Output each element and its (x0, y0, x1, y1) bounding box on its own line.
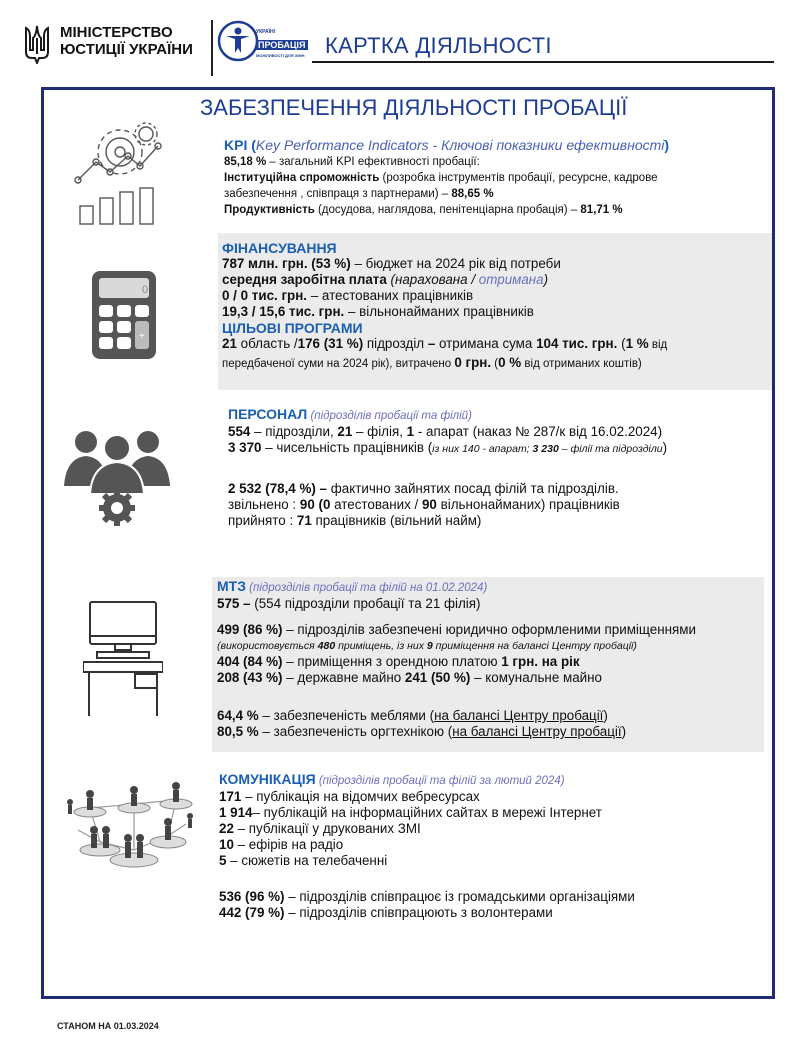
kpi-heading-c: ) (664, 137, 670, 153)
programs-t6: ( (491, 358, 499, 370)
personnel-heading: ПЕРСОНАЛ (228, 406, 308, 422)
probation-logo-line-3: МОЖЛИВОСТІ ДЛЯ ЗМІН (256, 53, 305, 58)
personnel-t5: ) (662, 440, 668, 455)
programs-heading: ЦІЛЬОВІ ПРОГРАМИ (222, 320, 363, 336)
personnel-t1: – підрозділи, (250, 424, 338, 439)
communication-item (219, 837, 635, 853)
kpi-gears-icon (70, 122, 170, 230)
kpi-heading-a: KPI ( (224, 137, 256, 153)
kpi-heading (224, 137, 669, 154)
communication-item-value: 10 (219, 837, 234, 852)
communication-item-text: – публікації у друкованих ЗМІ (233, 821, 421, 836)
footer-label: СТАНОМ НА (57, 1021, 114, 1031)
communication-vol-text: – підрозділів співпрацюють з волонтерами (284, 905, 553, 920)
mtz-used-line (217, 638, 696, 654)
mtz-total-text: (554 підрозділи пробації та 21 філія) (250, 596, 481, 611)
programs-line-2 (222, 353, 667, 374)
personnel-section (228, 406, 667, 529)
mtz-used-num: 480 (317, 640, 336, 652)
kpi-prod-text: (досудова, наглядова, пенітенціарна пробація) – (314, 204, 578, 216)
mtz-state-text: – державне майно (282, 670, 405, 685)
ministry-line-2: ЮСТИЦІЇ УКРАЇНИ (60, 41, 193, 58)
probation-logo-line-1: УКРАЇНІ (256, 29, 276, 35)
kpi-inst-text: (розробка інструментів пробації, ресурсне, кадрове (379, 172, 658, 184)
footer-date-value: 01.03.2024 (113, 1021, 159, 1031)
programs-spent: 0 грн. (454, 355, 492, 370)
mtz-spacer-1 (217, 612, 696, 622)
communication-heading-line (219, 771, 635, 789)
communication-ngo-line (219, 889, 635, 905)
mtz-furniture-text: – забезпеченість меблями ( (258, 708, 435, 723)
mtz-state-line (217, 670, 696, 686)
communication-item (219, 789, 635, 805)
personnel-filled-line (228, 481, 667, 497)
kpi-inst-line (224, 170, 669, 186)
ministry-line-1: МІНІСТЕРСТВО (60, 24, 173, 41)
programs-t2: підрозділ (363, 336, 428, 351)
communication-item-value: 1 914 (219, 805, 253, 820)
mtz-heading-note: (підрозділів пробації та філій на 01.02.2024) (245, 582, 488, 594)
mtz-legal-value: 499 (86 %) (217, 622, 283, 637)
kpi-heading-b: Key Performance Indicators - Ключові показники ефективності (255, 137, 665, 153)
communication-item (219, 853, 635, 869)
svg-text:+: + (139, 331, 145, 342)
communication-item-text: – публікацій на інформаційних сайтах в мережі Інтернет (252, 805, 602, 820)
personnel-filled-text: фактично зайнятих посад філій та підрозділів. (327, 481, 619, 496)
mtz-legal-line (217, 622, 696, 638)
communication-ngo-value: 536 (96 %) (219, 889, 285, 904)
communication-heading-note: (підрозділів пробації та філій за лютий 2024) (315, 775, 565, 787)
programs-line-1 (222, 336, 667, 353)
mtz-rent-line (217, 654, 696, 670)
mtz-tech-line (217, 724, 696, 740)
personnel-staff: 3 370 (228, 440, 262, 455)
programs-t5: від (648, 339, 668, 351)
mtz-state-value: 208 (43 %) (217, 670, 283, 685)
programs-sum: 104 тис. грн. (536, 336, 618, 351)
svg-text:0: 0 (142, 284, 149, 296)
programs-t1: область / (236, 336, 298, 351)
programs-spent-pct: 0 % (498, 355, 522, 370)
personnel-heading-line (228, 406, 667, 424)
ministry-name (60, 24, 193, 58)
personnel-t4: – чисельність працівників ( (261, 440, 433, 455)
kpi-total-text: – загальний KPI ефективності пробації: (266, 156, 480, 168)
programs-pct: 1 % (625, 336, 649, 351)
finance-hired-value: 19,3 / 15,6 тис. грн. (222, 304, 345, 319)
kpi-total-line (224, 154, 669, 170)
communication-item-value: 5 (219, 853, 227, 868)
kpi-inst-line-2 (224, 186, 669, 202)
main-title: ЗАБЕЗПЕЧЕННЯ ДІЯЛЬНОСТІ ПРОБАЦІЇ (200, 95, 628, 120)
personnel-dismissed-total: 90 (0 (299, 497, 331, 512)
programs-t7: від отриманих коштів) (521, 358, 642, 370)
mtz-used-a: (використовується (217, 640, 318, 652)
probation-logo-text (256, 29, 314, 58)
card-title: КАРТКА ДІЯЛЬНОСТІ (325, 33, 552, 58)
personnel-t2: – філія, (352, 424, 407, 439)
finance-salary-accrued: (нарахована / (386, 272, 479, 287)
personnel-note-b: 3 230 (532, 443, 559, 455)
programs-units: 176 (31 %) (297, 336, 364, 351)
finance-section (222, 240, 667, 374)
kpi-inst-label: Інституційна спроможність (224, 172, 380, 184)
kpi-prod-value: 81,71 % (580, 204, 623, 216)
mtz-furniture-close: ) (603, 708, 608, 723)
finance-salary-received: отримана (478, 272, 544, 287)
footer-date (57, 1021, 159, 1031)
personnel-heading-note: (підрозділів пробації та філій) (307, 410, 472, 422)
mtz-furniture-value: 64,4 % (217, 708, 259, 723)
communication-item-value: 171 (219, 789, 242, 804)
programs-dash: – (427, 336, 436, 351)
personnel-filled: 2 532 (78,4 %) – (228, 481, 328, 496)
finance-hired-line (222, 304, 667, 320)
mtz-used-num2: 9 (426, 640, 433, 652)
communication-item-text: – публікація на відомчих вебресурсах (241, 789, 480, 804)
mtz-spacer-2 (217, 686, 696, 708)
finance-salary-close: ) (543, 272, 549, 287)
mtz-communal-value: 241 (50 %) (404, 670, 471, 685)
personnel-apparatus: 1 (406, 424, 415, 439)
kpi-section (224, 137, 669, 218)
personnel-dismissed-line (228, 497, 667, 513)
personnel-hired-total: 71 (296, 513, 312, 528)
personnel-spacer (228, 457, 667, 481)
mtz-tech-text: – забезпеченість оргтехнікою ( (258, 724, 453, 739)
personnel-dismissed-hired: 90 (421, 497, 437, 512)
programs-t3: отримана сума (435, 336, 537, 351)
mtz-total: 575 – (217, 596, 251, 611)
communication-vol-line (219, 905, 635, 921)
mtz-tech-link: на балансі Центру пробації (452, 724, 622, 739)
mtz-total-line (217, 596, 696, 612)
personnel-note-c: – філії та підрозділи (558, 443, 663, 455)
communication-item-text: – ефірів на радіо (233, 837, 344, 852)
kpi-prod-line (224, 202, 669, 218)
kpi-total-value: 85,18 % (224, 156, 267, 168)
personnel-branches: 21 (337, 424, 353, 439)
mtz-heading: МТЗ (217, 578, 246, 594)
kpi-prod-label: Продуктивність (224, 204, 315, 216)
kpi-inst-value: 88,65 % (451, 188, 494, 200)
personnel-hired-a: прийнято : (228, 513, 297, 528)
communication-section (219, 771, 635, 921)
personnel-dismissed-c: вільнонайманих) працівників (436, 497, 620, 512)
mtz-furniture-line (217, 708, 696, 724)
communication-ngo-text: – підрозділів співпрацює із громадськими організаціями (284, 889, 635, 904)
mtz-tech-value: 80,5 % (217, 724, 259, 739)
calculator-icon (92, 271, 156, 359)
communication-vol-value: 442 (79 %) (219, 905, 285, 920)
programs-regions: 21 (222, 336, 237, 351)
mtz-tech-close: ) (621, 724, 627, 739)
programs-t4: ( (617, 336, 626, 351)
header-divider (211, 20, 213, 76)
personnel-units-line (228, 424, 667, 440)
mtz-section (217, 578, 696, 740)
header-rule (312, 61, 774, 63)
finance-certified-value: 0 / 0 тис. грн. (222, 288, 308, 303)
finance-certified-text: – атестованих працівників (307, 288, 474, 303)
finance-budget-line (222, 256, 667, 272)
personnel-note-a: із них 140 - апарат; (432, 443, 533, 455)
personnel-staff-line (228, 440, 667, 457)
finance-salary-line (222, 272, 667, 288)
mtz-used-b: приміщень, із них (335, 640, 427, 652)
mtz-rent-price: 1 грн. на рік (501, 654, 580, 669)
trident-emblem (24, 24, 50, 64)
communication-item (219, 821, 635, 837)
finance-certified-line (222, 288, 667, 304)
communication-item-value: 22 (219, 821, 234, 836)
mtz-rent-value: 404 (84 %) (217, 654, 283, 669)
communication-item (219, 805, 635, 821)
communication-item-text: – сюжетів на телебаченні (226, 853, 388, 868)
personnel-hired-line (228, 513, 667, 529)
finance-budget-value: 787 млн. грн. (53 %) (222, 256, 351, 271)
personnel-dismissed-b: атестованих / (330, 497, 422, 512)
kpi-inst-text-2: забезпечення , співпраця з партнерами) – (224, 188, 449, 200)
probation-logo-icon (216, 19, 312, 63)
probation-logo-line-2: ПРОБАЦІЯ (258, 40, 306, 50)
personnel-dismissed-a: звільнено : (228, 497, 300, 512)
communication-spacer (219, 869, 635, 889)
mtz-used-c: приміщення на балансі Центру пробації) (432, 640, 637, 652)
people-gear-icon (62, 424, 172, 528)
communication-heading: КОМУНІКАЦІЯ (219, 771, 316, 787)
computer-desk-icon (83, 600, 163, 718)
network-people-icon (60, 780, 200, 880)
finance-budget-text: – бюджет на 2024 рік від потреби (350, 256, 561, 271)
mtz-heading-line (217, 578, 696, 596)
mtz-communal-text: – комунальне майно (470, 670, 602, 685)
mtz-legal-text: – підрозділів забезпечені юридично оформленими приміщеннями (282, 622, 696, 637)
finance-hired-text: – вільнонайманих працівників (344, 304, 534, 319)
finance-salary-label: середня заробітна плата (222, 272, 387, 287)
programs-line2a: передбаченої суми на 2024 рік), витрачено (222, 358, 455, 370)
finance-heading: ФІНАНСУВАННЯ (222, 240, 337, 256)
mtz-furniture-link: на балансі Центру пробації (434, 708, 604, 723)
mtz-rent-text: – приміщення з орендною платою (282, 654, 502, 669)
personnel-t3: - апарат (наказ № 287/к від 16.02.2024) (414, 424, 663, 439)
personnel-hired-b: працівників (вільний найм) (311, 513, 482, 528)
personnel-units: 554 (228, 424, 251, 439)
